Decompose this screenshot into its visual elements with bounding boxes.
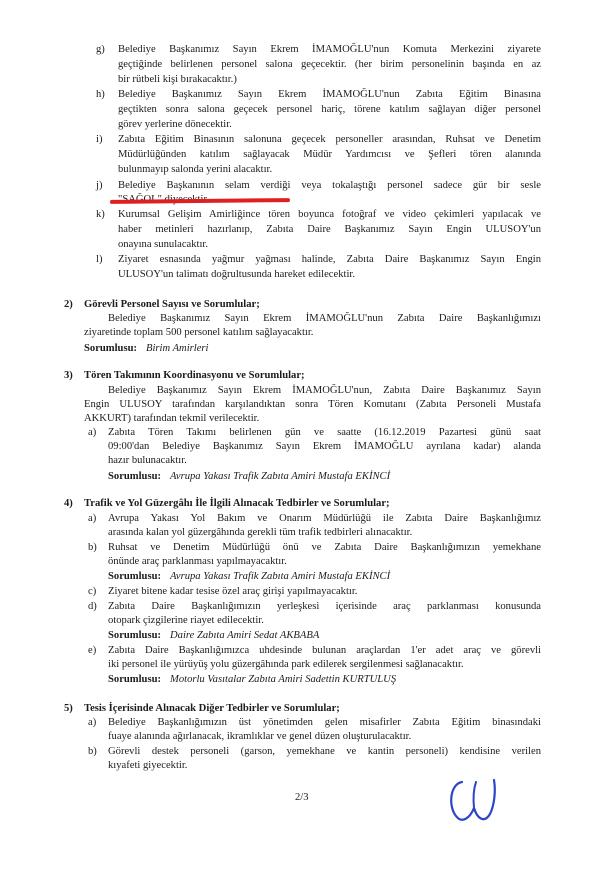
item-text-line: Belediye Başkanının selam verdiği veya tokalaştığı personel sadece gür bir sesle: [118, 180, 541, 191]
section-heading: Tören Takımının Koordinasyonu ve Sorumlular;: [84, 370, 305, 381]
item-marker: i): [96, 134, 103, 145]
item-text-line: Zabıta Eğitim Binasının salonuna geçecek personeller arasından, Ruhsat ve Denetim: [118, 134, 541, 145]
item-text-line: 09:00'dan Belediye Başkanımız Sayın Ekrem İMAMOĞLU ayrılana kadar) alanda: [108, 441, 541, 452]
section-number: 2): [64, 299, 73, 310]
item-text-line: geçtikten sonra salona geçecek personel hariç, törene katılım sağlayan diğer personel: [118, 104, 541, 115]
item-text-line: otopark çizgilerine riayet edilecektir.: [108, 615, 264, 626]
section-number: 4): [64, 498, 73, 509]
item-text-line: Belediye Başkanlığımızın üst yönetimden gelen misafirler Zabıta Eğitim binasındaki: [108, 717, 541, 728]
paragraph-line: Belediye Başkanımız Sayın Ekrem İMAMOĞLU'nun Zabıta Daire Başkanlığımızı: [108, 313, 541, 324]
paragraph-line: Belediye Başkanımız Sayın Ekrem İMAMOĞLU'nun, Zabıta Daire Başkanımız Sayın: [108, 385, 541, 396]
page-number: 2/3: [295, 792, 309, 803]
responsible-label: Sorumlusu:: [84, 343, 137, 354]
item-text-line: Ziyaret bitene kadar tesise özel araç girişi yapılmayacaktır.: [108, 586, 358, 597]
item-text-line: Görevli destek personeli (garson, yemekhane ve kantin personeli) kendisine verilen: [108, 746, 541, 757]
responsible-label: Sorumlusu:: [108, 471, 161, 482]
item-text-line: Belediye Başkanımız Sayın Ekrem İMAMOĞLU'nun Zabıta Eğitim Binasına: [118, 89, 541, 100]
handwritten-signature: [440, 768, 530, 838]
item-text-line: arasında kalan yol güzergâhında gerekli tüm trafik tedbirleri alınacaktır.: [108, 527, 413, 538]
responsible-label: Sorumlusu:: [108, 630, 161, 641]
responsible-label: Sorumlusu:: [108, 674, 161, 685]
item-text-line: iki personel ile yürüyüş yolu güzergâhında park edilerek sergilenmesi sağlanacaktır.: [108, 659, 464, 670]
item-marker: g): [96, 44, 105, 55]
section-number: 3): [64, 370, 73, 381]
item-marker: k): [96, 209, 105, 220]
item-marker: a): [88, 717, 97, 728]
responsible-value: Motorlu Vasıtalar Zabıta Amiri Sadettin KURTULUŞ: [170, 674, 397, 685]
section-heading: Görevli Personel Sayısı ve Sorumlular;: [84, 299, 260, 310]
item-marker: j): [96, 180, 103, 191]
item-text-line: Zabıta Tören Takımı belirlenen gün ve saatte (16.12.2019 Pazartesi günü saat: [108, 427, 541, 438]
paragraph-line: ziyaretinde toplam 500 personel katılım sağlayacaktır.: [84, 327, 314, 338]
item-text-line: bulunmayıp salonda yerini alacaktır.: [118, 164, 273, 175]
responsible-value: Avrupa Yakası Trafik Zabıta Amiri Mustafa EKİNCİ: [170, 471, 391, 482]
paragraph-line: Engin ULUSOY tarafından karşılandıktan sonra Tören Komutanı (Zabıta Personeli Mustafa: [84, 399, 541, 410]
item-marker: h): [96, 89, 105, 100]
item-marker: b): [88, 746, 97, 757]
item-text-line: kıyafeti giyecektir.: [108, 760, 188, 771]
item-text-line: önünde araç parklanması yapılmayacaktır.: [108, 556, 287, 567]
item-marker: a): [88, 427, 97, 438]
item-marker: d): [88, 601, 97, 612]
section-heading: Trafik ve Yol Güzergâhı İle İlgili Alınacak Tedbirler ve Sorumlular;: [84, 498, 390, 509]
item-marker: c): [88, 586, 97, 597]
item-text-line: onayına sunulacaktır.: [118, 239, 209, 250]
responsible-label: Sorumlusu:: [108, 571, 161, 582]
section-number: 5): [64, 703, 73, 714]
item-text-line: Zabıta Daire Başkanlığımızca uhdesinde bulunan araçlardan 1'er adet araç ve görevli: [108, 645, 541, 656]
responsible-value: Birim Amirleri: [146, 343, 209, 354]
item-text-line: görev yerlerine dönecektir.: [118, 119, 232, 130]
item-text-line: hazır bulunacaktır.: [108, 455, 187, 466]
item-text-line: geçtiğinde belirlenen personel salona geçecektir. (her birim personelinin başında en az: [118, 59, 541, 70]
item-text-line: Ruhsat ve Denetim Müdürlüğü önü ve Zabıta Daire Başkanlığımızın yemekhane: [108, 542, 541, 553]
item-text-line: ULUSOY'un talimatı doğrultusunda hareket edilecektir.: [118, 269, 355, 280]
item-text-line: Belediye Başkanımız Sayın Ekrem İMAMOĞLU'nun Komuta Merkezini ziyarete: [118, 44, 541, 55]
item-marker: a): [88, 513, 97, 524]
responsible-value: Avrupa Yakası Trafik Zabıta Amiri Mustafa EKİNCİ: [170, 571, 391, 582]
section-heading: Tesis İçerisinde Alınacak Diğer Tedbirler ve Sorumlular;: [84, 703, 340, 714]
item-marker: b): [88, 542, 97, 553]
item-text-line: Müdürlüğünden katılım sağlayacak Müdür Yardımcısı ve Şefleri tören alanında: [118, 149, 541, 160]
item-marker: e): [88, 645, 97, 656]
item-text-line: haber metinleri hazırlanıp, Zabıta Daire Başkanımız Sayın Engin ULUSOY'un: [118, 224, 541, 235]
item-text-line: Ziyaret esnasında yağmur yağması halinde, Zabıta Daire Başkanımız Sayın Engin: [118, 254, 541, 265]
item-text-line: Kurumsal Gelişim Amirliğince tören boyunca fotoğraf ve video çekimleri yapılacak ve: [118, 209, 541, 220]
item-text-line: Zabıta Daire Başkanlığımızın yerleşkesi içerisinde araç parklanması konusunda: [108, 601, 541, 612]
responsible-value: Daire Zabıta Amiri Sedat AKBABA: [170, 630, 320, 641]
item-text-line: Avrupa Yakası Yol Bakım ve Onarım Müdürlüğü ile Zabıta Daire Başkanlığımız: [108, 513, 541, 524]
item-text-line: fuaye alanında ağırlanacak, ikramlıklar ve genel düzen oluşturulacaktır.: [108, 731, 412, 742]
item-marker: l): [96, 254, 103, 265]
paragraph-line: AKKURT) tarafından tekmil verilecektir.: [84, 413, 260, 424]
item-text-line: bir rütbeli kişi bırakacaktır.): [118, 74, 237, 85]
